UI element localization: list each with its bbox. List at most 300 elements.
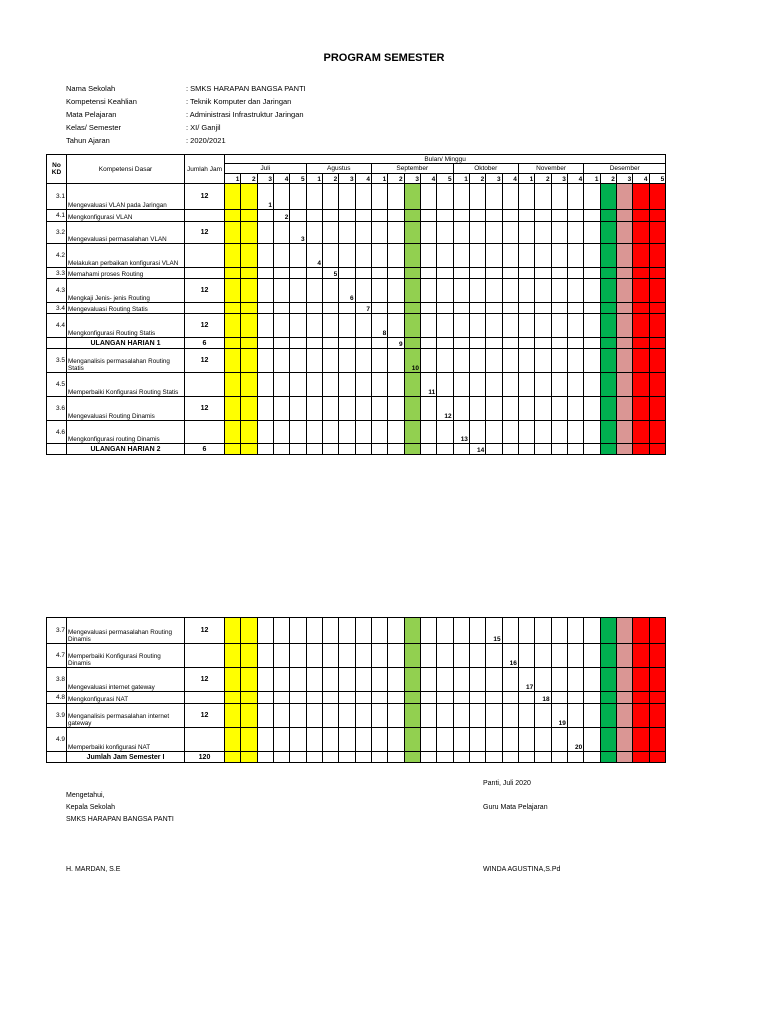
week-cell <box>355 314 371 338</box>
week-cell <box>339 692 355 704</box>
month-header: Oktober <box>453 164 518 174</box>
week-cell <box>437 268 453 279</box>
week-cell <box>225 279 241 303</box>
week-cell <box>453 752 469 763</box>
week-cell <box>339 704 355 728</box>
week-cell <box>518 618 534 644</box>
kompetensi-cell: Melakukan perbaikan konfigurasi VLAN <box>67 244 185 268</box>
week-cell <box>225 444 241 455</box>
kompetensi-cell: Memahami proses Routing <box>67 268 185 279</box>
week-cell <box>649 752 665 763</box>
week-cell <box>290 349 306 373</box>
jam-cell <box>185 644 225 668</box>
week-cell <box>502 210 518 222</box>
week-cell <box>388 728 404 752</box>
week-cell <box>551 184 567 210</box>
week-cell <box>404 397 420 421</box>
week-cell <box>257 244 273 268</box>
kd-cell: 3.7 <box>47 618 67 644</box>
week-cell <box>649 244 666 268</box>
week-cell <box>535 314 551 338</box>
kd-cell: 4.1 <box>47 210 67 222</box>
table-row <box>47 349 666 373</box>
week-cell <box>551 303 567 314</box>
week-cell <box>437 373 453 397</box>
week-cell <box>241 338 257 349</box>
week-header: 4 <box>633 174 649 184</box>
week-cell <box>633 222 649 244</box>
week-cell <box>306 349 322 373</box>
week-cell <box>241 222 257 244</box>
week-cell <box>404 692 420 704</box>
week-cell <box>649 397 666 421</box>
week-cell <box>551 728 567 752</box>
week-cell <box>371 349 387 373</box>
week-cell <box>388 397 404 421</box>
week-cell <box>502 303 518 314</box>
week-cell <box>225 349 241 373</box>
week-cell <box>420 618 436 644</box>
week-cell <box>616 704 632 728</box>
week-cell <box>257 704 273 728</box>
week-cell <box>388 279 404 303</box>
week-cell <box>633 397 649 421</box>
week-cell <box>290 728 306 752</box>
week-cell <box>306 728 322 752</box>
kompetensi-cell: Jumlah Jam Semester I <box>67 752 185 763</box>
kd-cell: 3.8 <box>47 668 67 692</box>
week-cell <box>584 279 600 303</box>
week-cell <box>306 222 322 244</box>
jam-cell: 12 <box>185 184 225 210</box>
week-cell <box>437 279 453 303</box>
jam-cell: 6 <box>185 444 225 455</box>
week-cell <box>633 373 649 397</box>
week-cell <box>420 222 436 244</box>
week-cell <box>306 668 322 692</box>
jam-cell: 12 <box>185 279 225 303</box>
week-cell: 16 <box>502 644 518 668</box>
week-cell <box>535 668 551 692</box>
signature-left <box>66 790 174 826</box>
table-row <box>47 704 666 728</box>
week-cell <box>257 222 273 244</box>
week-cell <box>633 210 649 222</box>
week-cell <box>649 373 666 397</box>
week-cell <box>518 704 534 728</box>
week-cell <box>551 268 567 279</box>
week-cell <box>649 644 665 668</box>
week-cell <box>486 397 502 421</box>
week-cell: 18 <box>535 692 551 704</box>
kd-cell: 3.3 <box>47 268 67 279</box>
week-cell <box>355 373 371 397</box>
week-cell <box>339 373 355 397</box>
week-cell: 3 <box>290 222 306 244</box>
week-cell <box>535 704 551 728</box>
week-cell <box>535 444 551 455</box>
week-cell <box>551 444 567 455</box>
week-cell <box>502 421 518 444</box>
week-cell <box>273 279 289 303</box>
week-cell <box>518 338 534 349</box>
kd-cell: 3.4 <box>47 303 67 314</box>
week-cell <box>584 268 600 279</box>
header-no-kd: No KD <box>47 155 67 184</box>
week-header: 3 <box>486 174 502 184</box>
week-cell <box>225 644 241 668</box>
week-cell: 14 <box>469 444 485 455</box>
week-cell <box>584 704 600 728</box>
week-cell <box>339 349 355 373</box>
week-cell <box>567 373 583 397</box>
week-cell <box>584 668 600 692</box>
week-cell <box>453 303 469 314</box>
week-header: 4 <box>502 174 518 184</box>
table-row <box>47 222 666 244</box>
week-cell <box>649 184 666 210</box>
kd-cell: 3.2 <box>47 222 67 244</box>
week-cell <box>437 692 453 704</box>
week-cell: 10 <box>404 349 420 373</box>
week-cell <box>469 303 485 314</box>
week-cell <box>225 222 241 244</box>
week-cell <box>225 373 241 397</box>
week-cell <box>469 618 485 644</box>
week-cell <box>567 303 583 314</box>
jam-cell: 12 <box>185 349 225 373</box>
week-cell <box>469 668 485 692</box>
week-cell <box>502 338 518 349</box>
week-cell: 19 <box>551 704 567 728</box>
table-row <box>47 668 666 692</box>
week-cell <box>241 752 257 763</box>
week-cell <box>322 279 338 303</box>
week-cell <box>273 373 289 397</box>
week-cell <box>273 244 289 268</box>
week-cell <box>633 314 649 338</box>
table-row <box>47 338 666 349</box>
week-cell <box>257 421 273 444</box>
week-cell <box>420 397 436 421</box>
week-cell <box>535 210 551 222</box>
table-row <box>47 314 666 338</box>
week-cell <box>649 728 665 752</box>
month-header: November <box>518 164 583 174</box>
week-cell <box>388 222 404 244</box>
week-cell <box>388 421 404 444</box>
week-cell <box>388 303 404 314</box>
kompetensi-cell: ULANGAN HARIAN 1 <box>67 338 185 349</box>
week-cell <box>273 421 289 444</box>
week-cell <box>273 397 289 421</box>
week-cell <box>535 373 551 397</box>
week-cell <box>584 210 600 222</box>
week-cell <box>420 644 436 668</box>
week-cell <box>453 279 469 303</box>
week-cell <box>306 210 322 222</box>
week-cell <box>518 397 534 421</box>
week-cell <box>257 314 273 338</box>
week-cell <box>453 210 469 222</box>
jam-cell: 12 <box>185 222 225 244</box>
week-cell <box>453 349 469 373</box>
week-cell <box>322 338 338 349</box>
week-cell <box>633 244 649 268</box>
week-cell <box>257 210 273 222</box>
week-cell <box>469 184 485 210</box>
week-cell <box>502 222 518 244</box>
week-cell <box>306 314 322 338</box>
jam-cell <box>185 268 225 279</box>
info-value: : SMKS HARAPAN BANGSA PANTI <box>186 84 306 93</box>
week-cell <box>273 184 289 210</box>
week-cell <box>600 279 616 303</box>
info-value: : Teknik Komputer dan Jaringan <box>186 97 292 106</box>
week-cell <box>567 421 583 444</box>
week-cell <box>551 349 567 373</box>
week-cell <box>273 728 289 752</box>
week-cell <box>453 222 469 244</box>
week-cell <box>502 704 518 728</box>
kompetensi-cell: Memperbaiki Konfigurasi Routing Statis <box>67 373 185 397</box>
week-cell <box>339 184 355 210</box>
week-cell <box>535 279 551 303</box>
week-cell <box>649 421 666 444</box>
week-cell <box>535 244 551 268</box>
week-cell <box>469 752 485 763</box>
week-cell <box>567 279 583 303</box>
week-cell <box>453 692 469 704</box>
week-cell <box>502 444 518 455</box>
week-cell: 9 <box>388 338 404 349</box>
week-cell <box>355 244 371 268</box>
week-cell <box>584 338 600 349</box>
week-cell <box>339 303 355 314</box>
week-cell <box>273 303 289 314</box>
week-cell <box>518 728 534 752</box>
info-value: : XI/ Ganjil <box>186 123 221 132</box>
week-cell <box>486 704 502 728</box>
table-row <box>47 268 666 279</box>
week-cell <box>486 303 502 314</box>
week-cell <box>420 704 436 728</box>
week-cell <box>469 314 485 338</box>
week-cell <box>290 752 306 763</box>
table-row <box>47 692 666 704</box>
week-cell <box>600 303 616 314</box>
table-row <box>47 728 666 752</box>
week-cell <box>649 303 666 314</box>
week-cell <box>616 338 632 349</box>
week-cell <box>322 349 338 373</box>
week-cell <box>306 644 322 668</box>
week-cell: 4 <box>306 244 322 268</box>
week-cell <box>518 444 534 455</box>
week-cell <box>420 244 436 268</box>
week-header: 5 <box>649 174 666 184</box>
week-cell <box>486 692 502 704</box>
semester-table-part2 <box>46 617 666 763</box>
week-header: 1 <box>453 174 469 184</box>
school-name-text: SMKS HARAPAN BANGSA PANTI <box>66 816 174 823</box>
table-row <box>47 444 666 455</box>
week-cell <box>535 184 551 210</box>
week-header: 2 <box>600 174 616 184</box>
week-cell <box>355 349 371 373</box>
week-cell <box>551 668 567 692</box>
table-row <box>47 618 666 644</box>
week-cell <box>486 338 502 349</box>
week-cell <box>486 349 502 373</box>
week-cell <box>551 752 567 763</box>
week-cell <box>600 421 616 444</box>
week-cell <box>225 421 241 444</box>
week-cell <box>551 421 567 444</box>
week-cell <box>486 752 502 763</box>
week-cell <box>567 704 583 728</box>
week-cell <box>420 444 436 455</box>
jam-cell <box>185 421 225 444</box>
week-cell <box>633 338 649 349</box>
week-cell <box>404 704 420 728</box>
week-cell <box>273 349 289 373</box>
week-cell: 5 <box>322 268 338 279</box>
week-header: 3 <box>257 174 273 184</box>
week-cell <box>600 338 616 349</box>
week-cell <box>502 279 518 303</box>
week-cell <box>404 244 420 268</box>
week-cell <box>649 668 665 692</box>
week-cell <box>257 349 273 373</box>
week-cell <box>339 338 355 349</box>
week-cell <box>567 349 583 373</box>
week-cell <box>225 668 241 692</box>
week-cell <box>241 704 257 728</box>
week-cell <box>420 349 436 373</box>
week-cell <box>584 373 600 397</box>
week-cell <box>388 704 404 728</box>
week-cell <box>633 421 649 444</box>
week-cell <box>518 222 534 244</box>
week-cell <box>388 668 404 692</box>
week-cell <box>502 618 518 644</box>
week-cell <box>649 314 666 338</box>
kd-cell: 3.1 <box>47 184 67 210</box>
table-row <box>47 644 666 668</box>
week-cell <box>437 184 453 210</box>
week-cell <box>584 349 600 373</box>
week-cell <box>469 397 485 421</box>
week-cell <box>371 644 387 668</box>
week-cell <box>486 279 502 303</box>
week-cell <box>633 644 649 668</box>
week-cell <box>371 244 387 268</box>
week-cell <box>371 222 387 244</box>
week-cell <box>225 704 241 728</box>
kd-cell: 4.2 <box>47 244 67 268</box>
week-header: 2 <box>535 174 551 184</box>
week-cell <box>273 338 289 349</box>
week-cell <box>371 618 387 644</box>
week-cell <box>404 668 420 692</box>
week-cell <box>371 692 387 704</box>
kompetensi-cell: Mengevaluasi Routing Statis <box>67 303 185 314</box>
week-cell <box>437 618 453 644</box>
week-header: 2 <box>241 174 257 184</box>
kd-cell: 4.3 <box>47 279 67 303</box>
week-cell <box>371 338 387 349</box>
week-cell <box>257 444 273 455</box>
week-cell <box>225 210 241 222</box>
week-cell <box>322 397 338 421</box>
week-cell <box>535 349 551 373</box>
week-cell <box>388 692 404 704</box>
week-cell <box>306 279 322 303</box>
week-cell <box>322 618 338 644</box>
week-cell <box>404 314 420 338</box>
week-cell <box>469 644 485 668</box>
week-cell <box>339 222 355 244</box>
week-cell <box>469 692 485 704</box>
week-header: 4 <box>355 174 371 184</box>
week-cell <box>649 268 666 279</box>
week-cell <box>518 279 534 303</box>
week-cell <box>322 728 338 752</box>
week-cell <box>469 222 485 244</box>
week-cell: 2 <box>273 210 289 222</box>
week-cell <box>241 244 257 268</box>
week-cell <box>404 752 420 763</box>
header-row-1 <box>47 155 666 164</box>
week-cell <box>649 618 665 644</box>
week-cell <box>486 421 502 444</box>
week-cell <box>388 752 404 763</box>
week-cell <box>306 704 322 728</box>
week-cell <box>420 268 436 279</box>
kd-cell: 4.6 <box>47 421 67 444</box>
week-cell <box>290 704 306 728</box>
week-cell <box>535 222 551 244</box>
week-cell <box>633 704 649 728</box>
week-cell <box>225 752 241 763</box>
week-cell <box>404 279 420 303</box>
week-cell <box>225 184 241 210</box>
week-cell <box>600 210 616 222</box>
week-cell <box>241 618 257 644</box>
week-cell <box>371 373 387 397</box>
jam-cell <box>185 728 225 752</box>
week-cell <box>486 373 502 397</box>
week-cell <box>649 222 666 244</box>
info-row <box>66 121 306 134</box>
week-cell <box>420 184 436 210</box>
week-cell <box>551 279 567 303</box>
week-cell <box>437 314 453 338</box>
week-cell <box>290 279 306 303</box>
week-cell <box>469 349 485 373</box>
week-cell <box>633 668 649 692</box>
week-cell <box>600 644 616 668</box>
info-row <box>66 134 306 147</box>
week-cell <box>616 397 632 421</box>
week-cell <box>600 728 616 752</box>
week-cell <box>518 692 534 704</box>
week-cell <box>241 444 257 455</box>
jam-cell <box>185 303 225 314</box>
week-cell <box>420 314 436 338</box>
kompetensi-cell: Mengkonfigurasi NAT <box>67 692 185 704</box>
